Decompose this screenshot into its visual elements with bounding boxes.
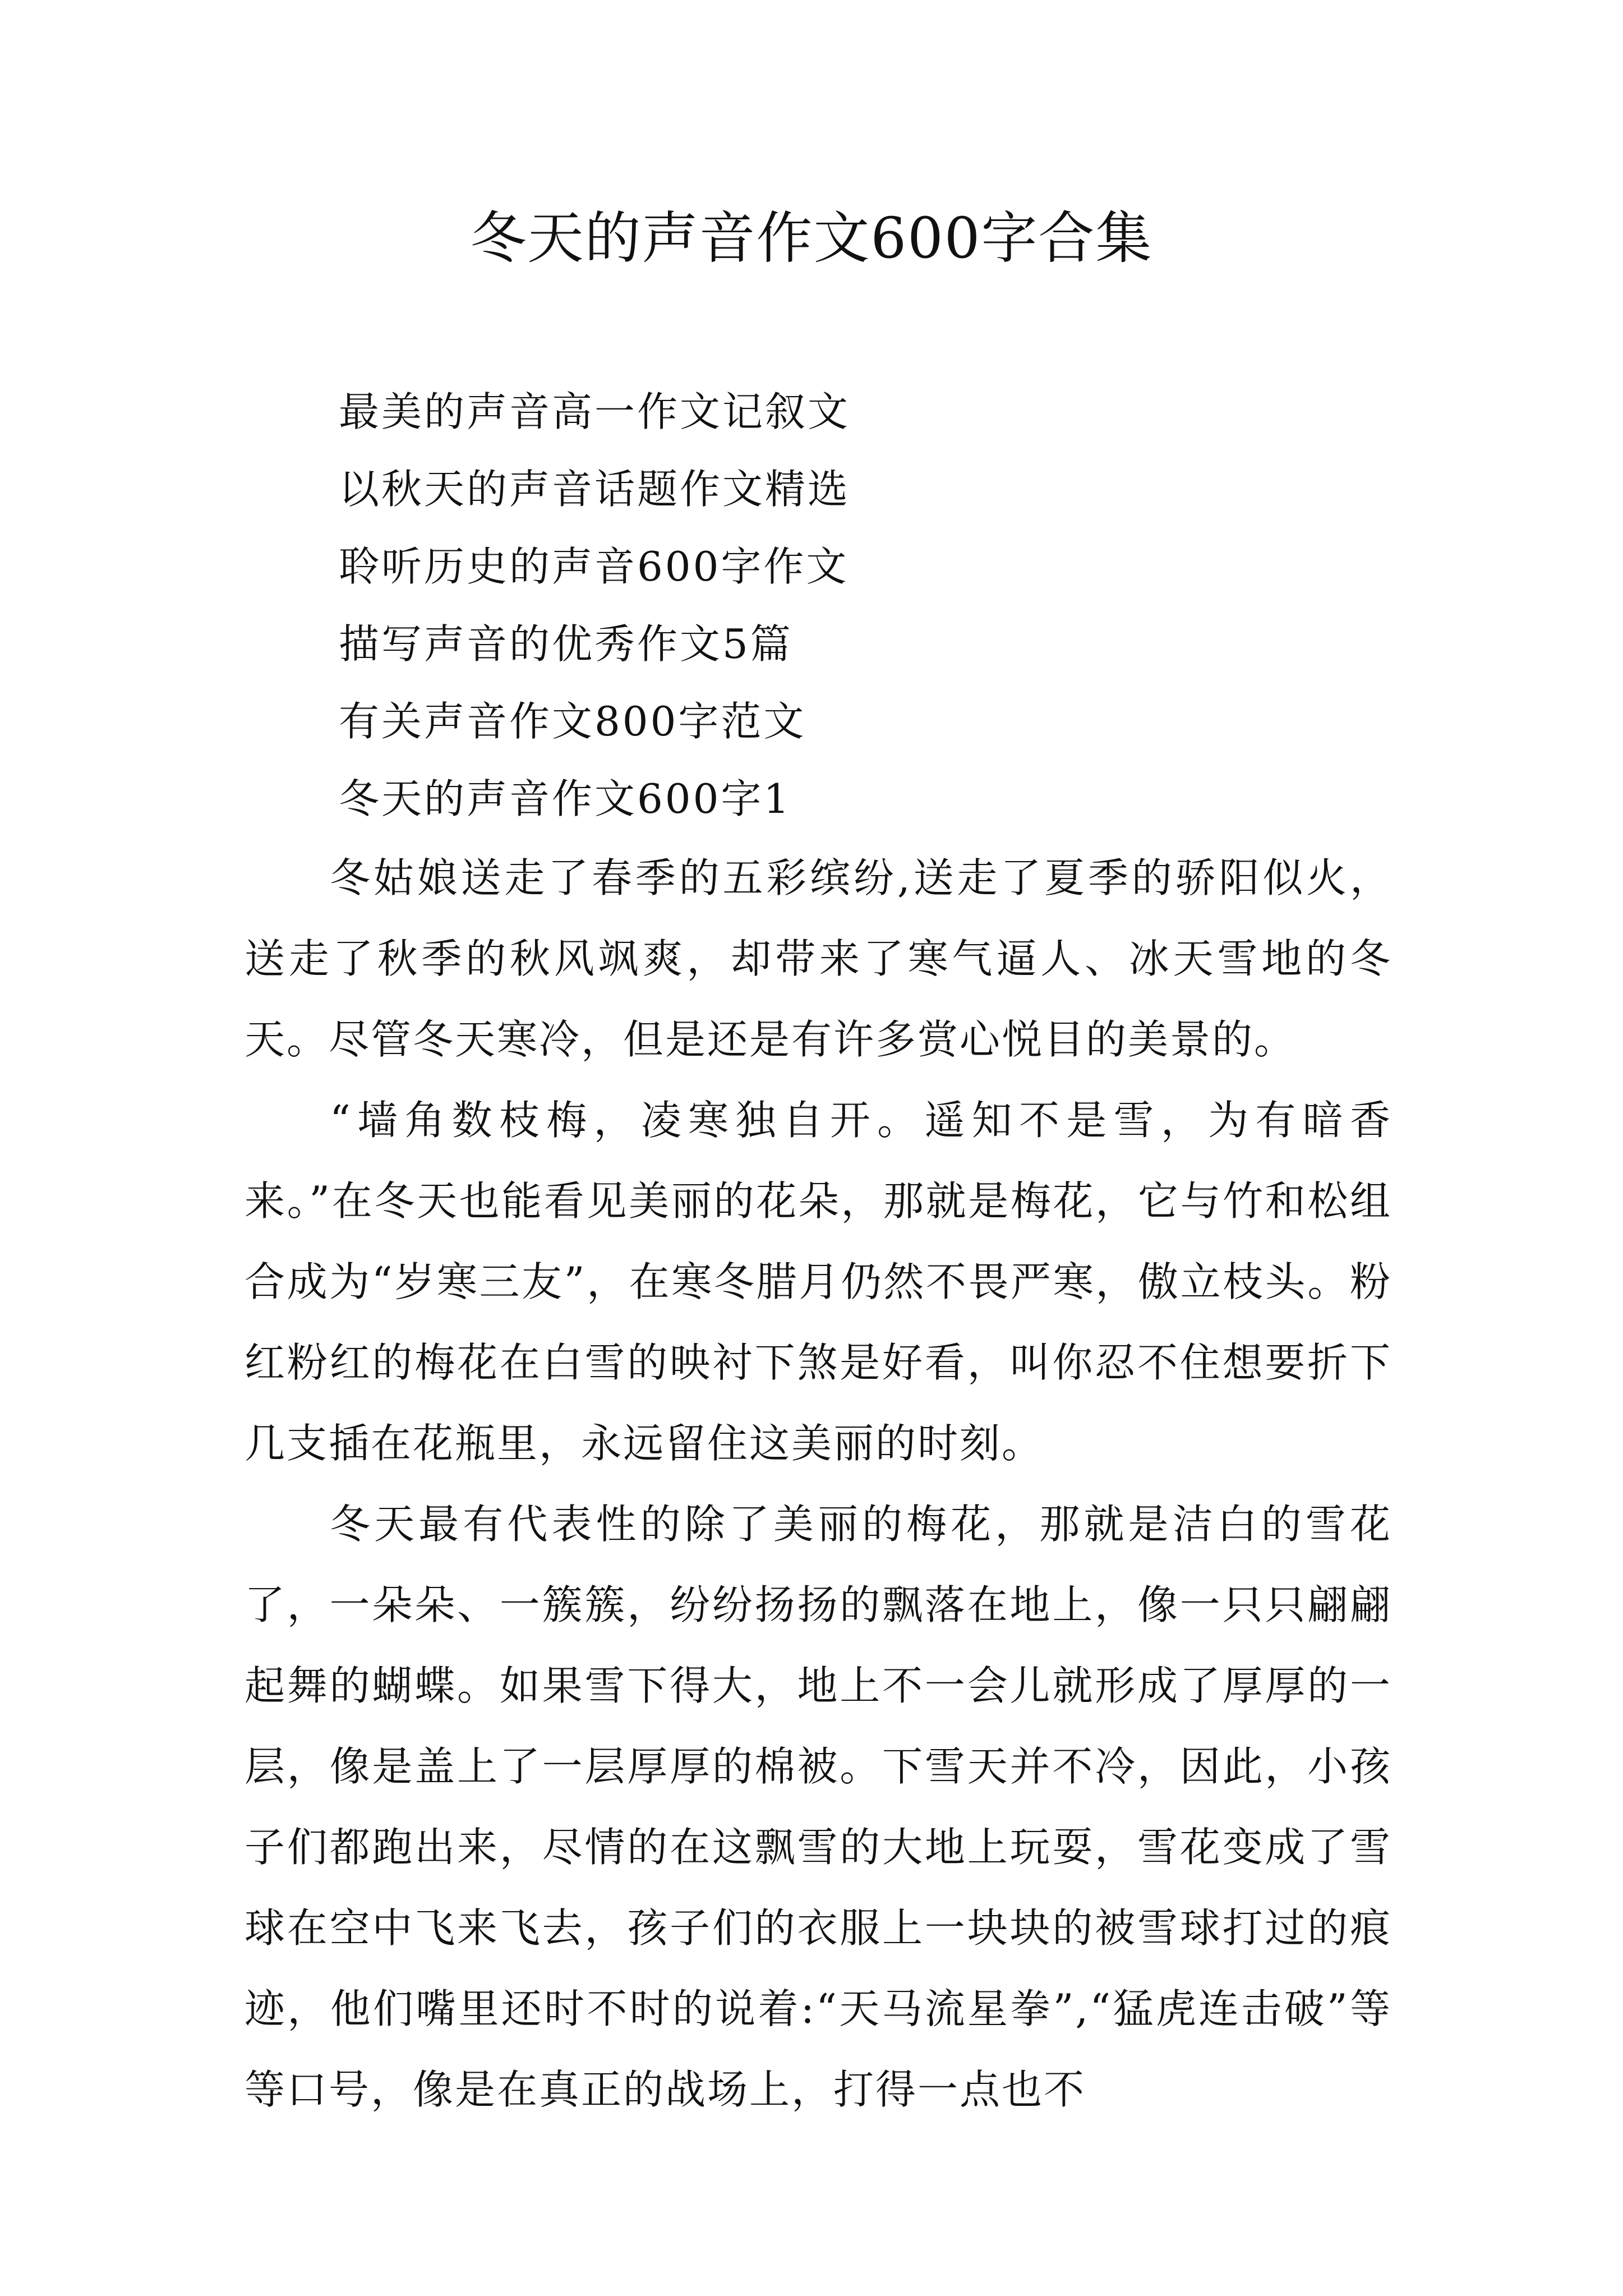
paragraph: “墙角数枝梅，凌寒独自开。遥知不是雪，为有暗香来。”在冬天也能看见美丽的花朵，那就是梅花，它与竹和松组合成为“岁寒三友”，在寒冬腊月仍然不畏严寒，傲立枝头。粉红粉红的梅花在白雪的映衬下煞是好看，叫你忍不住想要折下几支插在花瓶里，永远留住这美丽的时刻。 (245, 1097, 1392, 1467)
paragraph: 冬姑娘送走了春季的五彩缤纷,送走了夏季的骄阳似火，送走了秋季的秋风飒爽，却带来了寒气逼人、冰天雪地的冬天。尽管冬天寒冷，但是还是有许多赏心悦目的美景的。 (245, 854, 1392, 1063)
related-article-item: 有关声音作文800字范文 (339, 698, 806, 745)
paragraph: 冬天最有代表性的除了美丽的梅花，那就是洁白的雪花了，一朵朵、一簇簇，纷纷扬扬的飘落在地上，像一只只翩翩起舞的蝴蝶。如果雪下得大，地上不一会儿就形成了厚厚的一层，像是盖上了一层厚厚的棉被。下雪天并不冷，因此，小孩子们都跑出来，尽情的在这飘雪的大地上玩耍，雪花变成了雪球在空中飞来飞去，孩子们的衣服上一块块的被雪球打过的痕迹，他们嘴里还时不时的说着:“天马流星拳”,“猛虎连击破”等等口号，像是在真正的战场上，打得一点也不 (245, 1501, 1392, 2113)
related-article-item: 描写声音的优秀作文5篇 (339, 620, 793, 668)
related-article-item: 最美的声音高一作文记叙文 (339, 388, 851, 435)
document-title: 冬天的声音作文600字合集 (470, 205, 1153, 271)
section-heading: 冬天的声音作文600字1 (339, 775, 792, 822)
article-body (245, 838, 1392, 2130)
related-article-item: 聆听历史的声音600字作文 (339, 543, 849, 590)
related-articles-list (339, 373, 850, 838)
related-article-item: 以秋天的声音话题作文精选 (339, 466, 851, 513)
